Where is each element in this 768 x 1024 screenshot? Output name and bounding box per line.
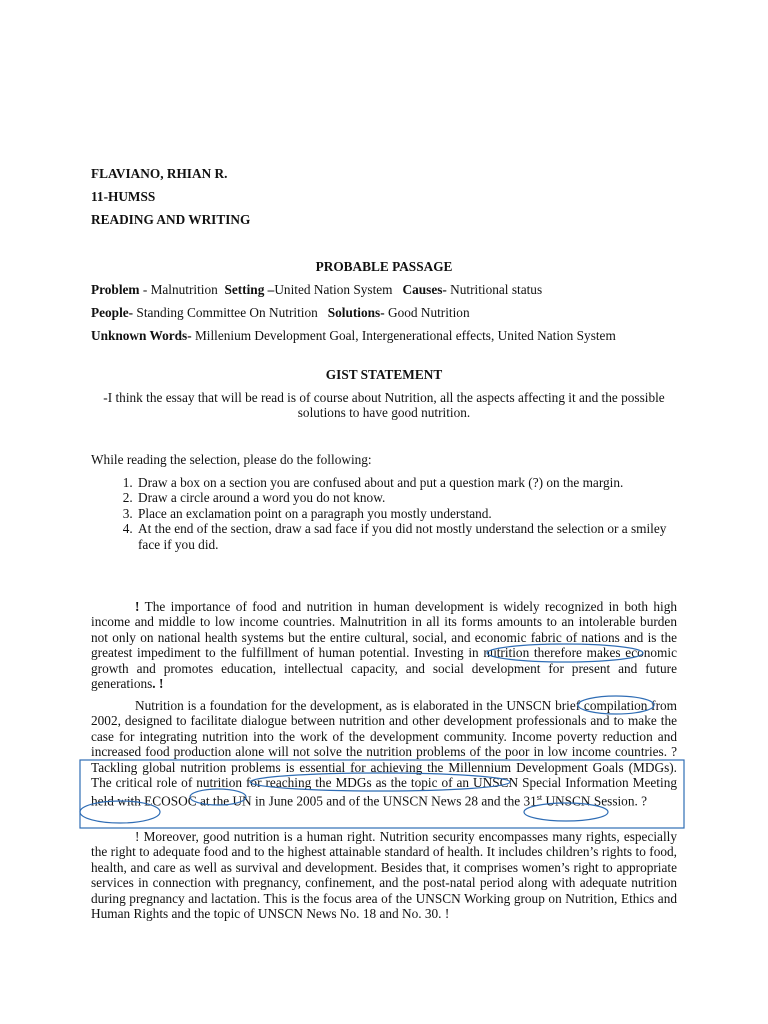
paragraph-2-text: Nutrition is a foundation for the development, as is elaborated in the UNSCN brief compilation from 2002, designed to facilitate dialogue between nutrition and other development professionals and to make the case for integrating nutrition into the work of the development community. Income poverty reduction and increased food production alone will not solve the nutrition problems of the poor in low income countries. ? Tackling global nutrition problems is essential for achieving the Millennium Development Goals (MDGs). The critical role of nutrition for reaching the MDGs as the topic of an UNSCN Special Information Meeting held with ECOSOC at the UN in June 2005 and of the UNSCN News 28 and the 31: [91, 698, 677, 809]
setting-value: United Nation System: [274, 282, 403, 297]
causes-value: Nutritional status: [446, 282, 543, 297]
paragraph-1-end-mark: . !: [152, 676, 164, 692]
unknown-words-value: Millenium Development Goal, Intergenerational effects, United Nation System: [191, 328, 616, 343]
passage-paragraph-3: [91, 829, 677, 921]
student-name: FLAVIANO, RHIAN R.: [91, 166, 228, 181]
student-section: 11-HUMSS: [91, 189, 156, 204]
people-value: Standing Committee On Nutrition: [133, 305, 328, 320]
setting-label: Setting –: [224, 282, 275, 297]
superscript-st: st: [536, 793, 543, 803]
passage-paragraph-1: [91, 599, 677, 691]
paragraph-3-text: ! Moreover, good nutrition is a human right. Nutrition security encompasses many rights, especially the right to adequate food and to the highest attainable standard of health. It includes children’s rights to food, health, and care as well as survival and development. Besides that, it comprises women’s right to appropriate services in connection with pregnancy, confinement, and the post-natal period along with adequate nutrition during pregnancy and lactation. This is the focus area of the UNSCN Working group on Nutrition, Ethics and Human Rights and the topic of UNSCN News No. 18 and No. 30. !: [91, 829, 677, 922]
instructions-intro: While reading the selection, please do the following:: [91, 452, 372, 467]
instruction-item: 3. Place an exclamation point on a paragraph you mostly understand.: [136, 506, 677, 521]
exclamation-mark: !: [135, 599, 140, 614]
problem-setting-causes-line: [91, 282, 677, 297]
solutions-value: Good Nutrition: [384, 305, 470, 320]
instruction-item: 1. Draw a box on a section you are confused about and put a question mark (?) on the margin.: [136, 475, 677, 490]
people-solutions-line: [91, 305, 677, 320]
gist-statement-text: -I think the essay that will be read is of course about Nutrition, all the aspects affecting it and the possible solutions to have good nutrition.: [103, 390, 665, 421]
solutions-label: Solutions-: [327, 305, 385, 320]
probable-passage-title: PROBABLE PASSAGE: [315, 259, 453, 274]
paragraph-1-text: The importance of food and nutrition in human development is widely recognized in both high income and middle to low income countries. Malnutrition in all its forms amounts to an intolerable burden not only on national health systems but the entire cultural, social, and economic fabric of nations and is the greatest impediment to the fulfillment of human potential. Investing in nutrition therefore makes economic growth and promotes education, intellectual capacity, and social development for present and future generations: [91, 599, 677, 692]
people-label: People-: [91, 305, 134, 320]
unknown-words-line: [91, 328, 677, 343]
problem-value: - Malnutrition: [139, 282, 225, 297]
unknown-words-label: Unknown Words-: [91, 328, 192, 343]
instruction-item: 2. Draw a circle around a word you do not know.: [136, 490, 677, 505]
instruction-item: 4. At the end of the section, draw a sad face if you did not mostly understand the selection or a smiley face if you did.: [136, 521, 677, 552]
passage-paragraph-2: [91, 698, 677, 809]
instructions-list: [91, 475, 677, 552]
subject-title: READING AND WRITING: [91, 212, 251, 227]
paragraph-2-end: UNSCN Session. ?: [542, 793, 648, 809]
problem-label: Problem: [91, 282, 140, 297]
gist-statement-title: GIST STATEMENT: [325, 367, 443, 382]
causes-label: Causes-: [402, 282, 447, 297]
